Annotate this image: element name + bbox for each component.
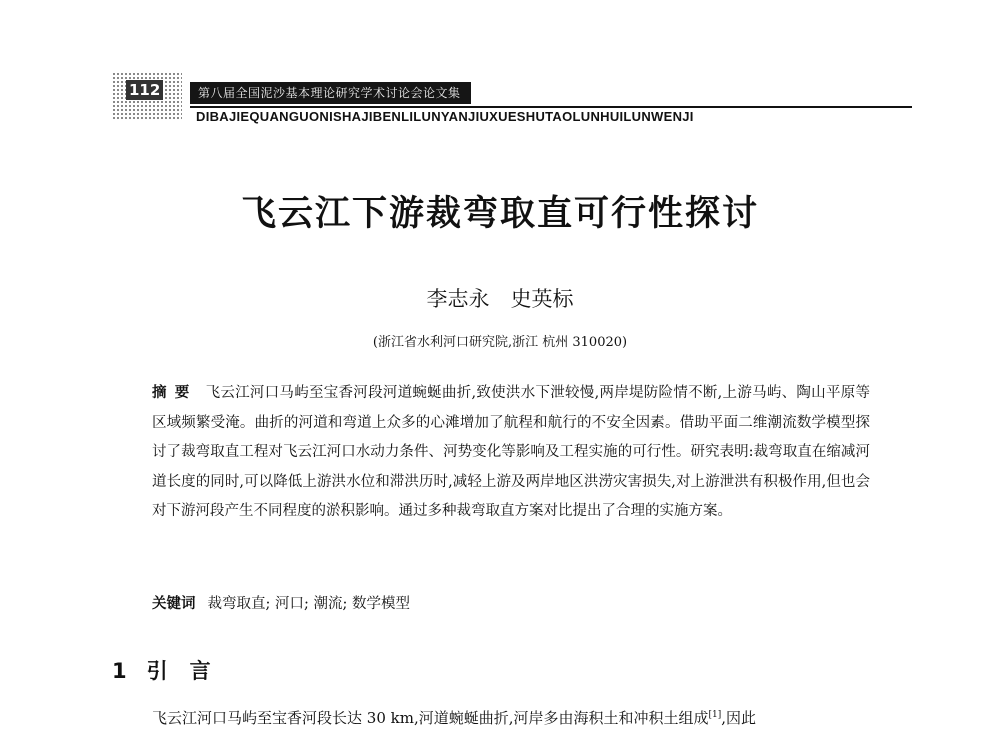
section-number: 1 bbox=[112, 659, 127, 683]
abstract-label: 摘要 bbox=[152, 384, 198, 401]
section-heading bbox=[112, 655, 233, 685]
body-text-tail: ,因此 bbox=[721, 709, 757, 727]
page-number: 112 bbox=[126, 80, 163, 100]
section-title: 引言 bbox=[146, 659, 233, 683]
paper-title: 飞云江下游裁弯取直可行性探讨 bbox=[240, 193, 759, 234]
keywords-text: 裁弯取直; 河口; 潮流; 数学模型 bbox=[207, 596, 410, 612]
page-number-box bbox=[112, 72, 182, 120]
abstract-text: 飞云江河口马屿至宝香河段河道蜿蜒曲折,致使洪水下泄较慢,两岸堤防险情不断,上游马屿、陶山平原等区域频繁受淹。曲折的河道和弯道上众多的心滩增加了航程和航行的不安全因素。借助平面二维潮流数学模型探讨了裁弯取直工程对飞云江河口水动力条件、河势变化等影响及工程实施的可行性。研究表明:裁弯取直在缩减河道长度的同时,可以降低上游洪水位和滞洪历时,减轻上游及两岸地区洪涝灾害损失,对上游泄洪有积极作用,但也会对下游河段产生不同程度的淤积影响。通过多种裁弯取直方案对比提出了合理的实施方案。 bbox=[152, 385, 871, 519]
keywords-label: 关键词 bbox=[152, 595, 196, 612]
abstract bbox=[152, 378, 870, 527]
body-paragraph bbox=[152, 703, 912, 730]
series-pinyin: DIBAJIEQUANGUONISHAJIBENLILUNYANJIUXUESHUTAOLUNHUILUNWENJI bbox=[196, 109, 694, 124]
paper-authors: 李志永 史英标 bbox=[426, 287, 574, 311]
body-text-line: 飞云江河口马屿至宝香河段长达 30 km,河道蜿蜒曲折,河岸多由海积土和冲积土组成 bbox=[152, 709, 709, 727]
citation-marker[interactable]: [1] bbox=[708, 710, 722, 720]
series-title: 第八届全国泥沙基本理论研究学术讨论会论文集 bbox=[190, 82, 471, 104]
header-rule bbox=[190, 106, 912, 108]
paper-affiliation: (浙江省水利河口研究院,浙江 杭州 310020) bbox=[372, 335, 628, 350]
running-header bbox=[112, 72, 912, 128]
keywords bbox=[152, 589, 870, 620]
